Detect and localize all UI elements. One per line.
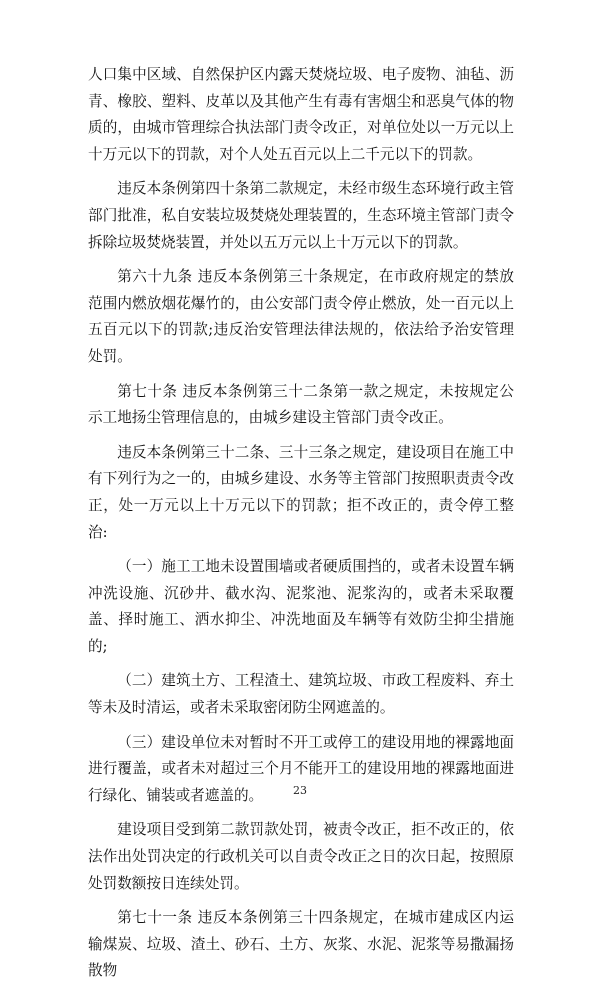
paragraph-item-2: （二）建筑土方、工程渣土、建筑垃圾、市政工程废料、弃土等未及时清运，或者未采取密闭防尘网遮盖的。 — [88, 672, 514, 717]
page-number: 23 — [293, 784, 307, 797]
paragraph-article-69: 第六十九条 违反本条例第三十条规定，在市政府规定的禁放范围内燃放烟花爆竹的，由公安部门责令停止燃放，处一百元以上五百元以下的罚款;违反治安管理法律法规的，依法给予治安管理处罚。 — [88, 268, 514, 365]
paragraph-continued: 人口集中区域、自然保护区内露天焚烧垃圾、电子废物、油毡、沥青、橡胶、塑料、皮革以及其他产生有毒有害烟尘和恶臭气体的物质的，由城市管理综合执法部门责令改正，对单位处以一万元以上十万元以下的罚款，对个人处五百元以上二千元以下的罚款。 — [88, 66, 514, 163]
paragraph-construction-violations: 违反本条例第三十二条、三十三条之规定，建设项目在施工中有下列行为之一的，由城乡建设、水务等主管部门按照职责责令改正，处一万元以上十万元以下的罚款；拒不改正的，责令停工整治: — [88, 443, 514, 541]
paragraph-article-71: 第七十一条 违反本条例第三十四条规定，在城市建成区内运输煤炭、垃圾、渣土、砂石、土方、灰浆、水泥、泥浆等易撒漏扬散物 — [88, 909, 514, 980]
paragraph-item-3: （三）建设单位未对暂时不开工或停工的建设用地的裸露地面进行覆盖，或者未对超过三个月不能开工的建设用地的裸露地面进行绿化、铺装或者遮盖的。 — [88, 733, 514, 804]
document-body — [88, 62, 514, 993]
paragraph-article-70: 第七十条 违反本条例第三十二条第一款之规定，未按规定公示工地扬尘管理信息的，由城乡建设主管部门责令改正。 — [88, 382, 514, 427]
paragraph-continuous-penalty: 建设项目受到第二款罚款处罚，被责令改正，拒不改正的，依法作出处罚决定的行政机关可以自责令改正之日的次日起，按照原处罚数额按日连续处罚。 — [88, 821, 514, 892]
paragraph-item-1: （一）施工工地未设置围墙或者硬质围挡的，或者未设置车辆冲洗设施、沉砂井、截水沟、泥浆池、泥浆沟的，或者未采取覆盖、择时施工、洒水抑尘、冲洗地面及车辆等有效防尘抑尘措施的; — [88, 558, 514, 655]
paragraph-article-40-violation: 违反本条例第四十条第二款规定，未经市级生态环境行政主管部门批准，私自安装垃圾焚烧处理装置的，生态环境主管部门责令拆除垃圾焚烧装置，并处以五万元以上十万元以下的罚款。 — [88, 180, 514, 251]
